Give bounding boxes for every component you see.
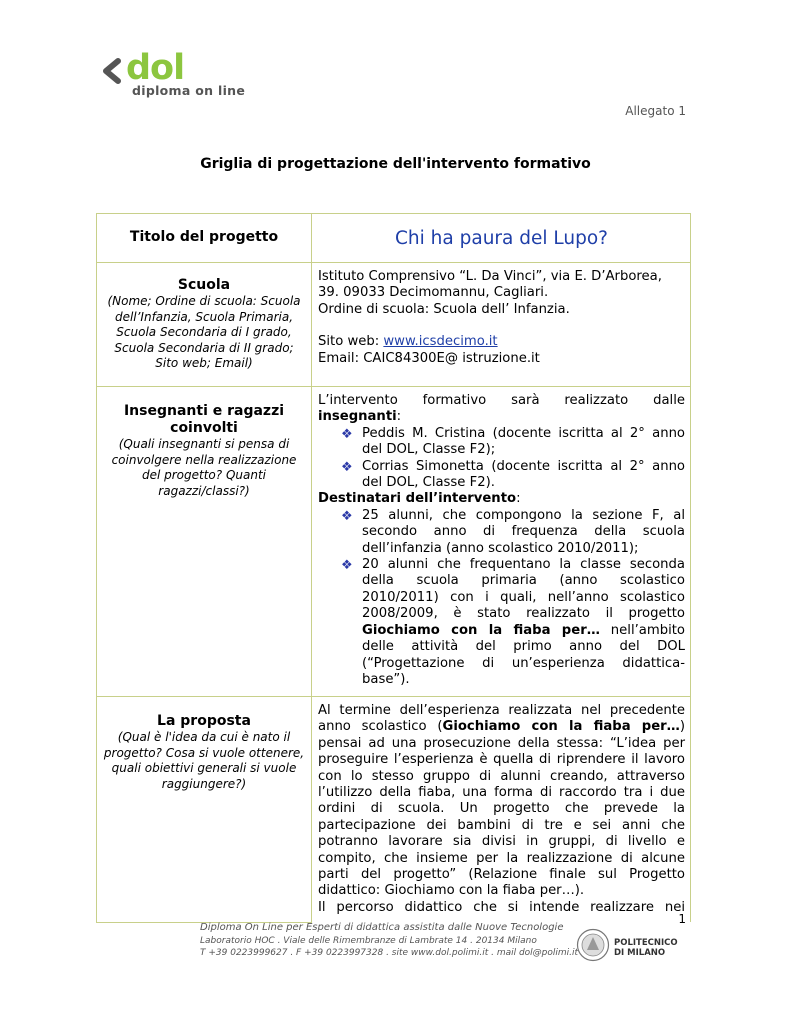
list-item xyxy=(338,557,685,688)
politecnico-seal-icon xyxy=(576,928,610,962)
logo-word: dol xyxy=(126,48,185,88)
teachers-list xyxy=(318,426,685,492)
list-item xyxy=(338,459,685,492)
footer-line: Diploma On Line per Esperti di didattica assistita dalle Nuove Tecnologie xyxy=(200,922,564,933)
teachers-intro xyxy=(318,393,685,409)
logo-subtitle: diploma on line xyxy=(132,83,246,98)
teachers-bold: insegnanti xyxy=(318,409,397,425)
teachers-value-cell xyxy=(312,387,691,697)
proposal-text-2: Il percorso didattico che si intende realizzare nei xyxy=(318,899,685,915)
table-row xyxy=(97,697,691,923)
school-hint: (Nome; Ordine di scuola: Scuola dell’Infanzia, Scuola Primaria, Scuola Secondaria di I grado, Scuola Secondaria di II grado; Sito web; Email) xyxy=(107,294,301,370)
diamond-bullet-icon: ❖ xyxy=(341,558,353,574)
teacher-entry: Peddis M. Cristina (docente iscritta al 2° anno del DOL, Classe F2); xyxy=(362,425,685,458)
list-item xyxy=(338,508,685,557)
proposal-text-b: ) pensai ad una prosecuzione della stessa: “L’idea per proseguire l’esperienza è quella di riprendere il lavoro con lo stesso gruppo di alunni creando, attraverso l’utilizzo della fiaba, una forma di raccordo tra i due ordini di scuola. Un progetto che prevede la partecipazione dei bambini di tre e sei anni che potranno lavorare sia divisi in gruppi, di livello e compito, che insieme per la realizzazione di alcune parti del progetto” (Relazione finale sul Progetto didattico: Giochiamo con la fiaba per…). xyxy=(318,719,685,899)
teachers-label: Insegnanti e ragazzi coinvolti xyxy=(123,403,285,436)
website-label: Sito web: xyxy=(318,334,384,350)
teachers-colon: : xyxy=(396,409,402,425)
proposal-label: La proposta xyxy=(157,713,251,729)
intro-text: L’intervento formativo sarà realizzato dalle xyxy=(318,393,685,408)
politecnico-label xyxy=(614,938,678,958)
diamond-bullet-icon: ❖ xyxy=(341,426,353,442)
recipients-colon: : xyxy=(516,491,521,507)
school-website xyxy=(318,334,685,350)
proposal-project-bold: Giochiamo con la fiaba per… xyxy=(442,719,680,735)
title-label: Titolo del progetto xyxy=(129,229,279,246)
title-value-cell xyxy=(312,214,691,263)
politecnico-line: DI MILANO xyxy=(614,948,666,958)
teacher-entry: Corrias Simonetta (docente iscritta al 2° anno del DOL, Classe F2). xyxy=(362,458,685,491)
website-link[interactable]: www.icsdecimo.it xyxy=(383,334,498,350)
proposal-value-cell xyxy=(312,697,691,923)
recipients-entry-a: 20 alunni che frequentano la classe seconda della scuola primaria (anno scolastico 2010/2011) con i quali, nell’anno scolastico 2008/2009, è stato realizzato il progetto xyxy=(362,557,685,622)
project-grid xyxy=(96,213,691,923)
table-row xyxy=(97,387,691,697)
school-email: Email: CAIC84300E@ istruzione.it xyxy=(318,350,540,366)
dol-logo xyxy=(100,48,270,104)
document-title: Griglia di progettazione dell'intervento formativo xyxy=(200,156,591,172)
recipients-heading xyxy=(318,491,685,507)
diamond-bullet-icon: ❖ xyxy=(341,459,353,475)
project-title: Chi ha paura del Lupo? xyxy=(395,228,608,250)
list-item xyxy=(338,426,685,459)
school-name: Istituto Comprensivo “L. Da Vinci”, via E. D’Arborea, 39. 09033 Decimomannu, Cagliari. xyxy=(318,269,662,301)
proposal-text-a: Al termine dell’esperienza realizzata nel precedente anno scolastico ( xyxy=(318,703,685,735)
proposal-paragraph xyxy=(318,703,685,900)
footer-line: T +39 0223999627 . F +39 0223997328 . site www.dol.polimi.it . mail dol@polimi.it xyxy=(200,948,579,958)
table-row xyxy=(97,214,691,263)
proposal-paragraph-2 xyxy=(318,900,685,916)
footer-line: Laboratorio HOC . Viale delle Rimembranze di Lambrate 14 . 20134 Milano xyxy=(200,935,537,946)
project-name-bold: Giochiamo con la fiaba per… xyxy=(362,622,600,638)
recipients-bold: Destinatari dell’intervento xyxy=(318,491,517,507)
school-value-cell xyxy=(312,263,691,387)
chevron-left-icon xyxy=(100,58,126,84)
diamond-bullet-icon: ❖ xyxy=(341,508,353,524)
recipients-entry-b: nell’ambito delle attività del primo anno del DOL (“Progettazione di un’esperienza didattica-base”). xyxy=(362,622,686,687)
teachers-label-cell xyxy=(97,387,312,697)
table-row xyxy=(97,263,691,387)
politecnico-line: POLITECNICO xyxy=(614,938,678,948)
school-label-cell xyxy=(97,263,312,387)
page-number: 1 xyxy=(678,912,686,926)
title-label-cell xyxy=(97,214,312,263)
recipients-entry: 25 alunni, che compongono la sezione F, al secondo anno di frequenza della scuola dell’infanzia (anno scolastico 2010/2011); xyxy=(362,507,685,556)
footer-info xyxy=(200,922,578,960)
teachers-hint: (Quali insegnanti si pensa di coinvolgere nella realizzazione del progetto? Quanti ragazzi/classi?) xyxy=(111,437,297,498)
proposal-hint: (Qual è l'idea da cui è nato il progetto? Cosa si vuole ottenere, quali obiettivi generali si vuole raggiungere?) xyxy=(103,730,305,791)
attachment-label: Allegato 1 xyxy=(625,104,686,118)
teachers-heading xyxy=(318,409,685,425)
school-order: Ordine di scuola: Scuola dell’ Infanzia. xyxy=(318,301,570,317)
recipients-list xyxy=(318,508,685,688)
proposal-label-cell xyxy=(97,697,312,923)
school-label: Scuola xyxy=(177,277,231,293)
